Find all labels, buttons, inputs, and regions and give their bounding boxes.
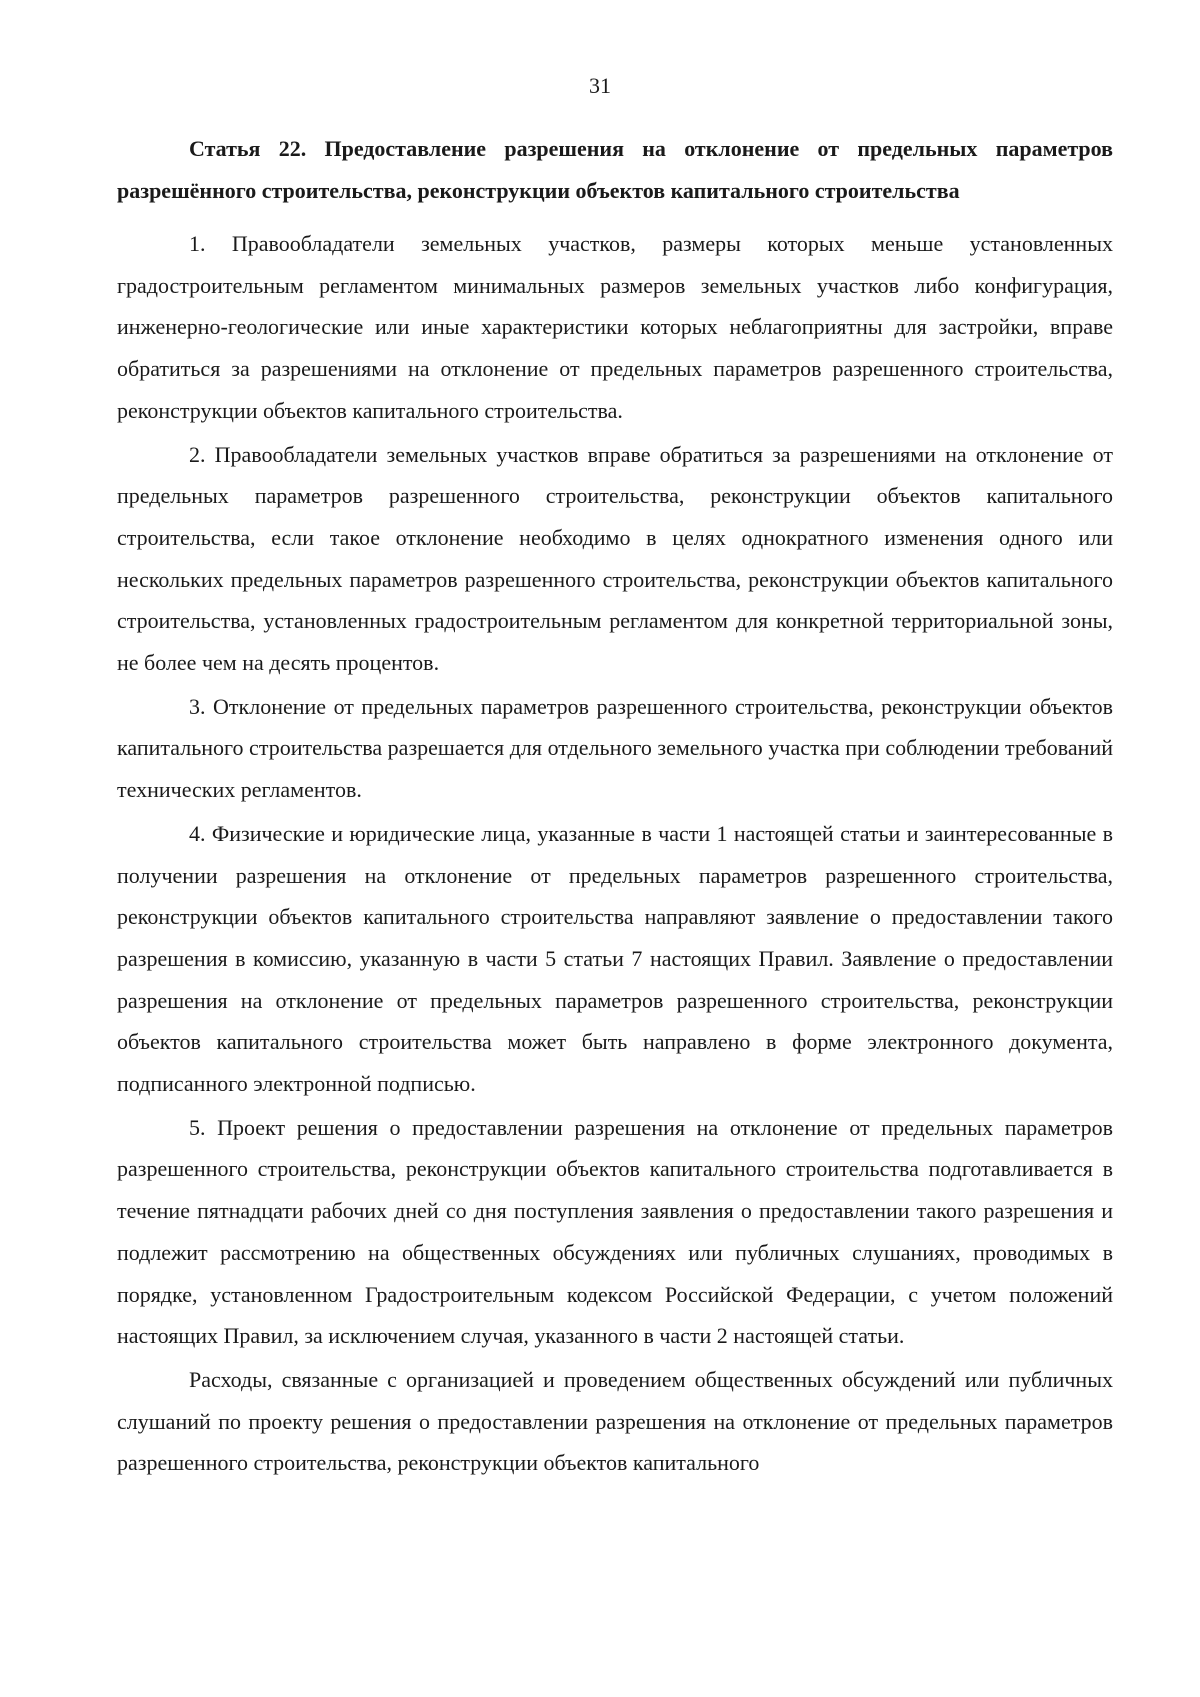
page-number: 31 xyxy=(589,73,611,98)
paragraph-6: Расходы, связанные с организацией и проведением общественных обсуждений или публичных слушаний по проекту решения о предоставлении разрешения на отклонение от предельных параметров разрешенного строительства, реконструкции объектов капитального xyxy=(117,1366,1113,1476)
paragraph-5: 5. Проект решения о предоставлении разрешения на отклонение от предельных параметров разрешенного строительства, реконструкции объектов капитального строительства подготавливается в течение пятнадцати рабочих дней со дня поступления заявления о предоставлении такого разрешения и подлежит рассмотрению на общественных обсуждениях или публичных слушаниях, проводимых в порядке, установленном Градостроительным кодексом Российской Федерации, с учетом положений настоящих Правил, за исключением случая, указанного в части 2 настоящей статьи. xyxy=(117,1114,1113,1349)
article-title: Статья 22. Предоставление разрешения на отклонение от предельных параметров разрешённого строительства, реконструкции объектов капитального строительства xyxy=(117,136,1113,203)
paragraph-1: 1. Правообладатели земельных участков, размеры которых меньше установленных градостроительным регламентом минимальных размеров земельных участков либо конфигурация, инженерно-геологические или иные характеристики которых неблагоприятны для застройки, вправе обратиться за разрешениями на отклонение от предельных параметров разрешенного строительства, реконструкции объектов капитального строительства. xyxy=(117,231,1113,423)
document-body xyxy=(117,128,1113,1486)
paragraph-2: 2. Правообладатели земельных участков вправе обратиться за разрешениями на отклонение от предельных параметров разрешенного строительства, реконструкции объектов капитального строительства, если такое отклонение необходимо в целях однократного изменения одного или нескольких предельных параметров разрешенного строительства, реконструкции объектов капитального строительства, установленных градостроительным регламентом для конкретной территориальной зоны, не более чем на десять процентов. xyxy=(117,441,1113,676)
paragraph-4: 4. Физические и юридические лица, указанные в части 1 настоящей статьи и заинтересованные в получении разрешения на отклонение от предельных параметров разрешенного строительства, реконструкции объектов капитального строительства направляют заявление о предоставлении такого разрешения в комиссию, указанную в части 5 статьи 7 настоящих Правил. Заявление о предоставлении разрешения на отклонение от предельных параметров разрешенного строительства, реконструкции объектов капитального строительства может быть направлено в форме электронного документа, подписанного электронной подписью. xyxy=(117,820,1113,1097)
paragraph-3: 3. Отклонение от предельных параметров разрешенного строительства, реконструкции объектов капитального строительства разрешается для отдельного земельного участка при соблюдении требований технических регламентов. xyxy=(117,693,1113,803)
